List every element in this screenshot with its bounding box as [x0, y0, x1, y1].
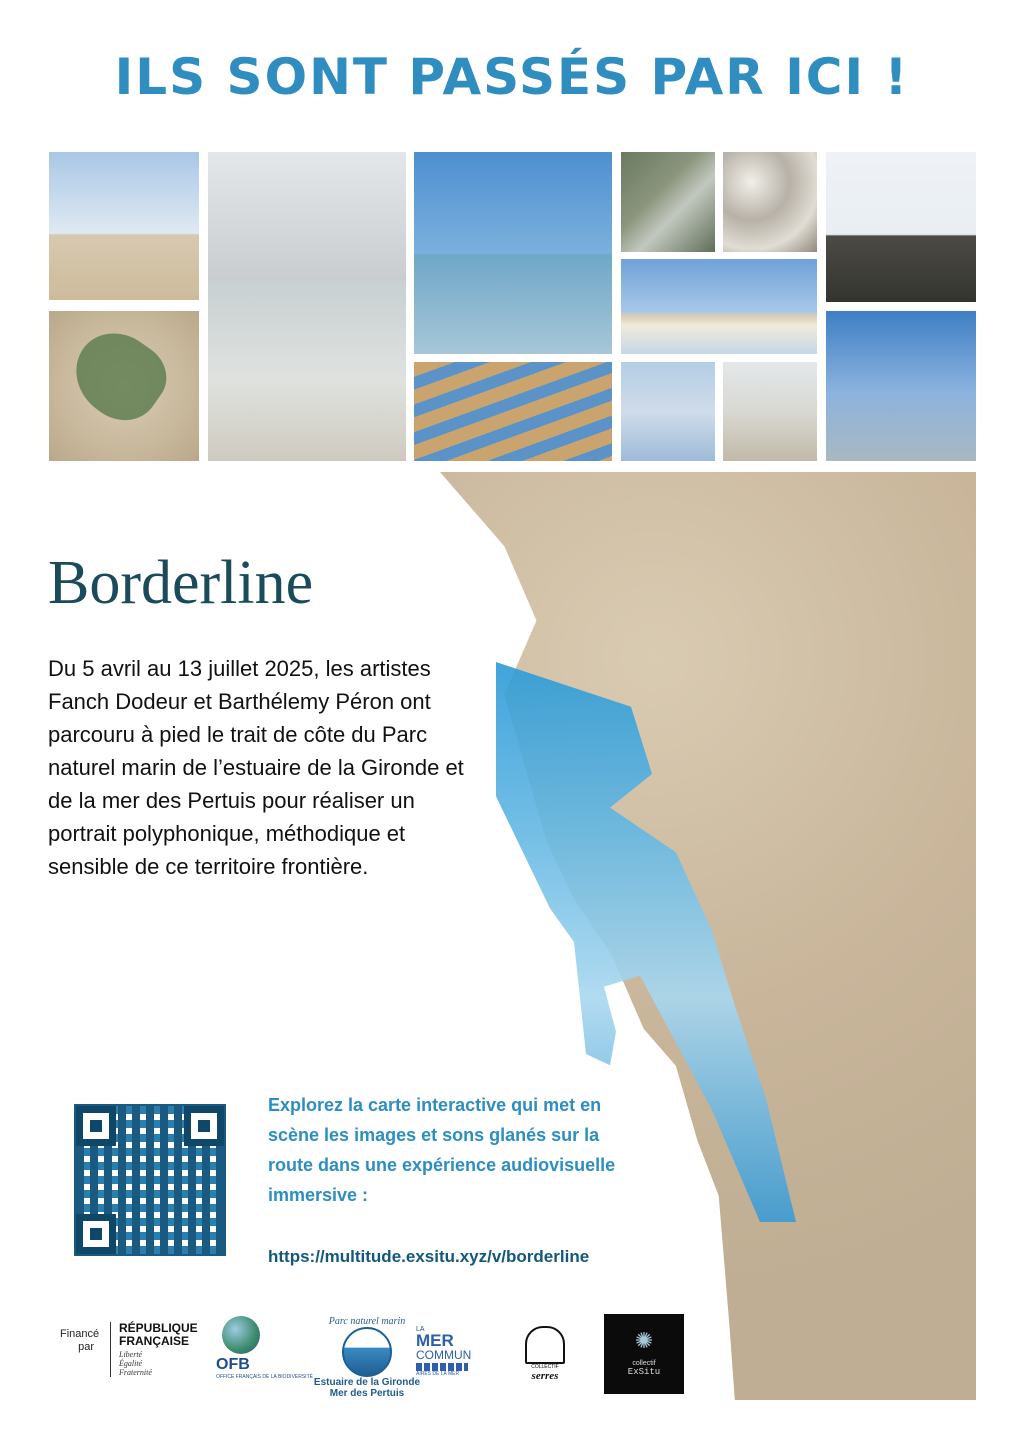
- wave-icon: [416, 1363, 468, 1371]
- photo-wooden-posts: [208, 152, 406, 284]
- qr-finder-top-right: [184, 1106, 224, 1146]
- ofb-sub: OFFICE FRANÇAIS DE LA BIODIVERSITÉ: [216, 1374, 313, 1380]
- footprint-shape: [59, 317, 179, 434]
- rf-line2: FRANÇAISE: [119, 1334, 190, 1348]
- photo-oyster-shells: [723, 152, 817, 252]
- republique-francaise-logo: [110, 1322, 198, 1377]
- mer-word: MER: [416, 1331, 454, 1350]
- qr-code[interactable]: [74, 1104, 226, 1256]
- intro-text: Du 5 avril au 13 juillet 2025, les artistes Fanch Dodeur et Barthélemy Péron ont parcouru à pied le trait de côte du Parc naturel marin de l’estuaire de la Gironde et de la mer des Pertuis pour réaliser un portrait polyphonique, méthodique et sensible de ce territoire frontière.: [48, 656, 464, 879]
- photo-fishing-hut: [826, 311, 976, 461]
- photo-lighthouse-dune: [621, 259, 817, 354]
- serres-label: serres: [531, 1370, 559, 1382]
- photo-sand-ripples: [414, 362, 612, 461]
- mer-sub: AIRES DE LA MER: [416, 1371, 460, 1377]
- rf-line1: RÉPUBLIQUE: [119, 1321, 198, 1335]
- pnm-line2: Mer des Pertuis: [329, 1388, 405, 1399]
- photo-footprint: [49, 311, 199, 461]
- cta-text: Explorez la carte interactive qui met en scène les images et sons glanés sur la route dans une expérience audiovisuelle immersive :: [268, 1095, 616, 1205]
- photo-hiker-with-binoculars: [208, 280, 406, 461]
- pnm-arc-text: Parc naturel marin: [328, 1316, 406, 1327]
- rf-motto-1: Liberté: [119, 1350, 143, 1359]
- rf-motto-3: Fraternité: [119, 1368, 152, 1377]
- partner-logos: [60, 1316, 760, 1406]
- photo-walker-on-beach: [621, 362, 715, 461]
- rf-motto-2: Égalité: [119, 1359, 143, 1368]
- serres-sub: COLLECTIF: [531, 1364, 559, 1370]
- photo-beach-tree: [49, 152, 199, 300]
- qr-finder-top-left: [76, 1106, 116, 1146]
- mer-commun: COMMUN: [416, 1348, 472, 1362]
- funded-by-label: Financé par: [60, 1328, 100, 1353]
- photo-walkers-in-mist: [723, 362, 817, 461]
- photo-hiker-in-sea: [414, 152, 612, 354]
- collectif-exsitu-logo: [604, 1314, 684, 1394]
- photo-hiker-on-rocks: [826, 152, 976, 302]
- collectif-serres-logo: [522, 1326, 568, 1382]
- exsitu-collectif: collectif: [632, 1360, 656, 1367]
- pnm-badge-icon: [342, 1327, 392, 1377]
- pnm-line1: Estuaire de la Gironde: [313, 1377, 421, 1388]
- starburst-icon: ✺: [634, 1328, 654, 1353]
- page-headline: ILS SONT PASSÉS PAR ICI !: [114, 48, 910, 106]
- ofb-logo: [216, 1316, 313, 1380]
- brand-title: Borderline: [48, 549, 314, 617]
- parc-naturel-marin-logo: [302, 1316, 432, 1399]
- qr-finder-bottom-left: [76, 1214, 116, 1254]
- mer-la: LA: [416, 1326, 425, 1333]
- ofb-globe-icon: [222, 1316, 260, 1354]
- greenhouse-icon: [525, 1326, 565, 1364]
- project-link[interactable]: https://multitude.exsitu.xyz/v/borderline: [268, 1247, 590, 1266]
- photo-aerial-oyster-beds: [621, 152, 715, 252]
- ofb-name: OFB: [216, 1356, 250, 1373]
- mer-en-commun-logo: [416, 1326, 472, 1377]
- exsitu-name: ExSitu: [627, 1367, 661, 1377]
